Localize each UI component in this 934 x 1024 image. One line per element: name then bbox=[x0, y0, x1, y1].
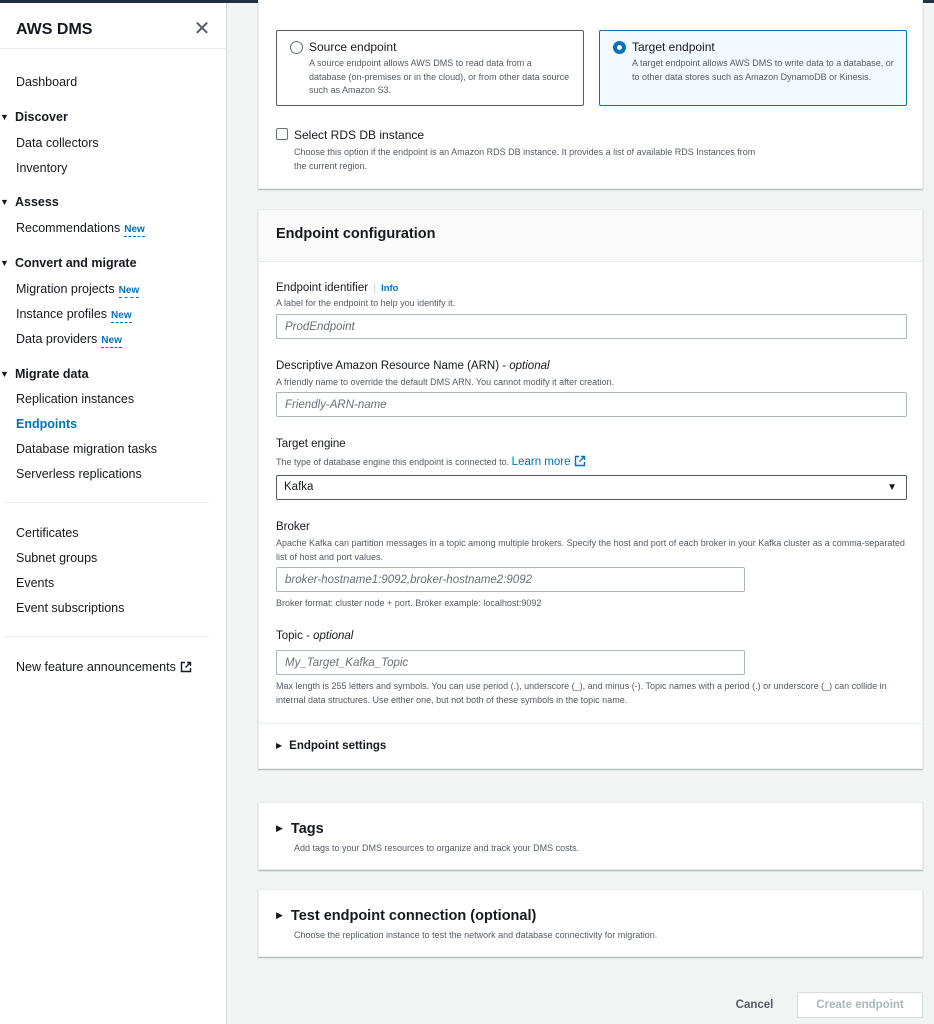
side-navigation bbox=[0, 3, 227, 1024]
caret-down-icon: ▼ bbox=[0, 258, 9, 268]
external-link-icon bbox=[574, 455, 586, 467]
sidebar-item-subnet-groups[interactable]: Subnet groups bbox=[16, 551, 98, 565]
cancel-button[interactable]: Cancel bbox=[735, 999, 774, 1011]
sidebar-divider bbox=[4, 636, 209, 637]
sidebar-title[interactable]: AWS DMS bbox=[16, 21, 93, 38]
endpoint-identifier-input[interactable] bbox=[276, 314, 907, 339]
topic-label: Topic - optional bbox=[276, 630, 354, 642]
learn-more-link[interactable]: Learn more bbox=[512, 456, 587, 468]
sidebar-item-certificates[interactable]: Certificates bbox=[16, 526, 79, 540]
tags-panel bbox=[258, 802, 923, 870]
external-link-icon bbox=[180, 661, 192, 673]
sidebar-header bbox=[16, 19, 211, 43]
source-endpoint-description: A source endpoint allows AWS DMS to read data from a database (on-premises or in the cloud), or from other data source such as Amazon S3. bbox=[309, 58, 570, 95]
target-engine-value: Kafka bbox=[284, 481, 314, 493]
sidebar-section-assess[interactable]: ▼ Assess bbox=[0, 195, 59, 209]
new-badge: New bbox=[101, 335, 122, 346]
sidebar-item-data-providers[interactable]: Data providers New bbox=[16, 332, 122, 346]
sidebar-item-serverless-replications[interactable]: Serverless replications bbox=[16, 467, 142, 481]
sidebar-item-replication-instances[interactable]: Replication instances bbox=[16, 392, 135, 406]
sidebar-section-migrate-data[interactable]: ▼ Migrate data bbox=[0, 367, 89, 381]
endpoint-type-panel bbox=[258, 0, 923, 189]
source-endpoint-radio[interactable] bbox=[290, 41, 303, 54]
info-link[interactable]: Info bbox=[374, 283, 398, 294]
source-endpoint-title: Source endpoint bbox=[309, 40, 397, 54]
sidebar-item-migration-projects[interactable]: Migration projects New bbox=[16, 282, 140, 296]
tags-expander[interactable]: ▶ Tags bbox=[276, 821, 324, 837]
new-badge: New bbox=[118, 285, 140, 296]
sidebar-item-endpoints[interactable]: Endpoints bbox=[16, 417, 78, 431]
target-engine-select[interactable] bbox=[276, 475, 907, 500]
sidebar-section-convert-and-migrate[interactable]: ▼ Convert and migrate bbox=[0, 256, 137, 270]
endpoint-configuration-panel bbox=[258, 209, 923, 769]
broker-label: Broker bbox=[276, 521, 310, 533]
new-badge: New bbox=[111, 310, 132, 321]
broker-description: Apache Kafka can partition messages in a topic among multiple brokers. Specify the host and port of each broker in your Kafka cluster as a comma-separated list of host and port values. bbox=[276, 538, 905, 562]
target-endpoint-description: A target endpoint allows AWS DMS to write data to a database, or to other data stores such as Amazon DynamoDB or Kinesis. bbox=[632, 58, 894, 82]
select-rds-db-instance-label[interactable]: Select RDS DB instance bbox=[294, 128, 425, 142]
sidebar-divider bbox=[4, 502, 209, 503]
target-endpoint-tile[interactable] bbox=[599, 30, 907, 106]
sidebar-item-dashboard[interactable]: Dashboard bbox=[16, 75, 78, 89]
caret-down-icon: ▼ bbox=[0, 197, 9, 207]
sidebar-item-events[interactable]: Events bbox=[16, 576, 55, 590]
target-engine-label: Target engine bbox=[276, 438, 346, 450]
caret-right-icon: ▶ bbox=[276, 741, 283, 750]
sidebar-header-divider bbox=[0, 48, 226, 49]
panel-divider bbox=[259, 723, 922, 724]
panel-header bbox=[259, 210, 922, 262]
sidebar-item-instance-profiles[interactable]: Instance profiles New bbox=[16, 307, 132, 321]
source-endpoint-tile[interactable] bbox=[276, 30, 584, 106]
select-rds-db-instance-description: Choose this option if the endpoint is an Amazon RDS DB instance. It provides a list of available RDS Instances from the current region. bbox=[294, 147, 756, 171]
test-endpoint-connection-expander[interactable]: ▶ Test endpoint connection (optional) bbox=[276, 908, 537, 924]
endpoint-identifier-label: Endpoint identifier Info bbox=[276, 282, 399, 294]
caret-right-icon: ▶ bbox=[276, 910, 283, 920]
sidebar-item-recommendations[interactable]: Recommendations New bbox=[16, 221, 145, 235]
target-endpoint-radio[interactable] bbox=[613, 41, 626, 54]
caret-right-icon: ▶ bbox=[276, 823, 283, 833]
sidebar-item-new-feature-announcements[interactable]: New feature announcements bbox=[16, 659, 192, 675]
create-endpoint-button[interactable]: Create endpoint bbox=[797, 992, 923, 1018]
target-engine-description: The type of database engine this endpoint is connected to. Learn more bbox=[276, 455, 586, 470]
select-rds-db-instance-checkbox[interactable] bbox=[276, 128, 288, 140]
broker-hint: Broker format: cluster node + port. Broker example: localhost:9092 bbox=[276, 598, 542, 608]
test-endpoint-connection-description: Choose the replication instance to test the network and database connectivity for migration. bbox=[294, 930, 658, 940]
caret-down-icon: ▼ bbox=[0, 112, 9, 122]
sidebar-item-data-collectors[interactable]: Data collectors bbox=[16, 136, 99, 150]
endpoint-configuration-title: Endpoint configuration bbox=[276, 226, 436, 242]
topic-input[interactable] bbox=[276, 650, 745, 675]
sidebar-item-inventory[interactable]: Inventory bbox=[16, 161, 68, 175]
caret-down-icon: ▼ bbox=[0, 369, 9, 379]
sidebar-section-discover[interactable]: ▼ Discover bbox=[0, 110, 68, 124]
sidebar-item-event-subscriptions[interactable]: Event subscriptions bbox=[16, 601, 125, 615]
arn-input[interactable] bbox=[276, 392, 907, 417]
caret-down-icon: ▼ bbox=[887, 482, 897, 493]
arn-description: A friendly name to override the default DMS ARN. You cannot modify it after creation. bbox=[276, 377, 615, 387]
tags-description: Add tags to your DMS resources to organize and track your DMS costs. bbox=[294, 843, 580, 853]
close-icon[interactable]: ✕ bbox=[193, 18, 211, 40]
target-endpoint-title: Target endpoint bbox=[632, 40, 715, 54]
test-endpoint-connection-panel bbox=[258, 889, 923, 957]
new-badge: New bbox=[124, 224, 145, 235]
topic-hint: Max length is 255 letters and symbols. You can use period (.), underscore (_), and minus (-). Topic names with a period (.) or underscore (_) can collide in internal data structures. Use either one, but not both of these symbols in the topic name. bbox=[276, 681, 887, 705]
sidebar-item-database-migration-tasks[interactable]: Database migration tasks bbox=[16, 442, 158, 456]
broker-input[interactable] bbox=[276, 567, 745, 592]
endpoint-identifier-description: A label for the endpoint to help you identify it. bbox=[276, 298, 456, 308]
arn-label: Descriptive Amazon Resource Name (ARN) - optional bbox=[276, 360, 550, 372]
endpoint-settings-expander[interactable]: ▶ Endpoint settings bbox=[276, 740, 387, 752]
